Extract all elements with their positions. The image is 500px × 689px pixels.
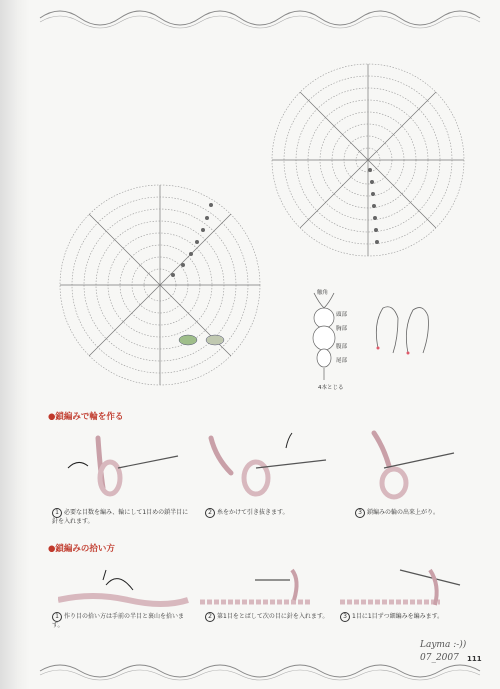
motif-label-tail: 尾部 — [336, 358, 348, 364]
crochet-chart-right — [258, 60, 478, 260]
watermark-name: Layma :-)) — [420, 640, 467, 650]
caption-pickup-3 — [340, 612, 480, 622]
step-number-3: 3 — [355, 508, 365, 518]
pickup-text-2: 第1目をとばして次の目に針を入れます。 — [217, 613, 329, 620]
motif-label-antenna: 触角 — [317, 290, 329, 296]
page-number: 111 — [467, 655, 482, 663]
watermark-date: 07_2007 — [420, 653, 459, 663]
pickup-number-3: 3 — [340, 612, 350, 622]
caption-text-3: 鎖編みの輪の出来上がり。 — [367, 509, 440, 516]
step-illustration-2 — [196, 428, 336, 508]
caption-text-1: 必要な目数を編み、輪にして1目めの鎖半目に針を入れます。 — [52, 509, 189, 525]
caption-step-2 — [205, 508, 345, 518]
caption-text-2: 糸をかけて引き抜きます。 — [217, 509, 289, 516]
section-title-chain-ring: ●鎖編みで輪を作る — [48, 412, 124, 422]
pickup-text-1: 作り目の拾い方は手前の半目と裏山を拾います。 — [52, 613, 185, 629]
motif-label-chest: 胸部 — [336, 326, 348, 332]
motif-figure — [294, 288, 364, 388]
step-number-2: 2 — [205, 508, 215, 518]
step-illustration-3 — [344, 428, 484, 508]
pickup-text-3: 1目に1目ずつ細編みを編みます。 — [352, 613, 444, 620]
book-spine — [0, 0, 30, 689]
pickup-illustration-1 — [58, 560, 198, 620]
motif-label-abdomen: 腹部 — [336, 344, 348, 350]
motif-label-head: 頭部 — [336, 312, 348, 318]
pickup-number-2: 2 — [205, 612, 215, 622]
bottom-ornament-border — [0, 659, 500, 689]
top-ornament-border — [0, 0, 500, 30]
pickup-number-1: 1 — [52, 612, 62, 622]
motif-label-bottom: 4本とじる — [318, 385, 344, 391]
pickup-illustration-3 — [340, 560, 480, 620]
step-number-1: 1 — [52, 508, 62, 518]
section-title-chain-pickup: ●鎖編みの拾い方 — [48, 544, 115, 554]
caption-pickup-1 — [52, 612, 192, 630]
caption-step-3 — [355, 508, 495, 518]
leaf-motif — [368, 298, 438, 358]
pickup-illustration-2 — [200, 560, 340, 620]
crochet-chart-left — [55, 180, 265, 390]
step-illustration-1 — [48, 428, 188, 508]
caption-step-1 — [52, 508, 192, 526]
caption-pickup-2 — [205, 612, 345, 622]
